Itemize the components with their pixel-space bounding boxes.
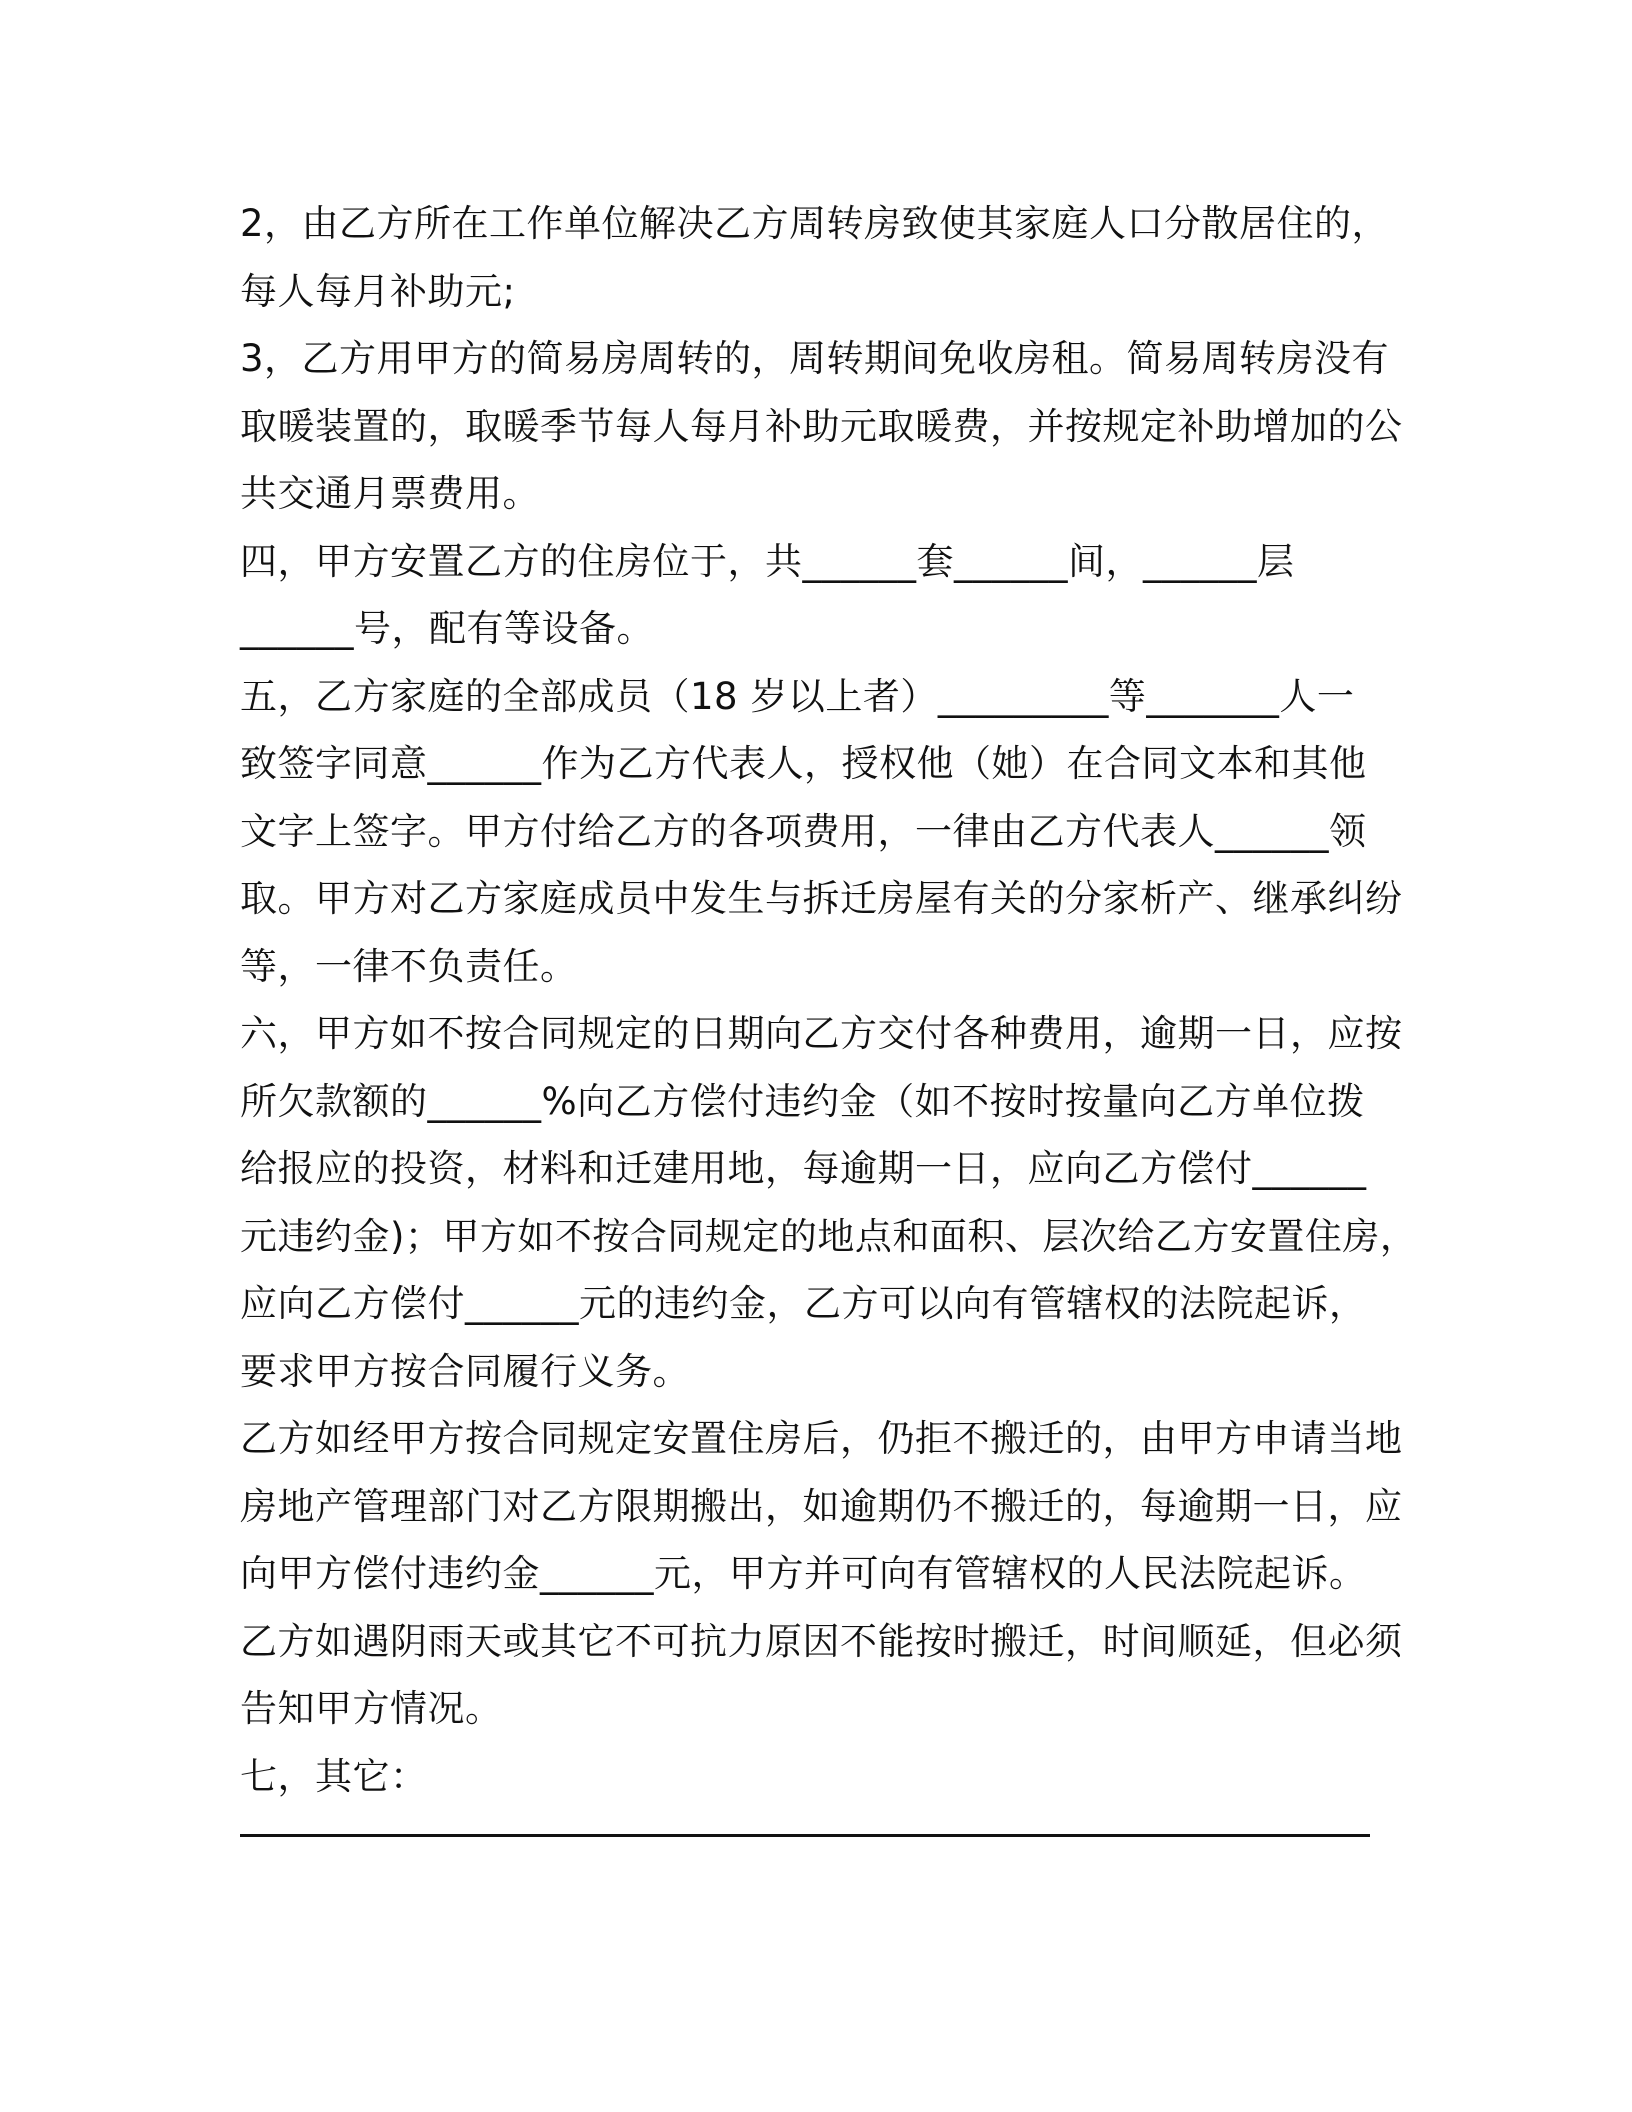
text-line: 等，一律不负责任。 xyxy=(240,944,578,988)
text-line: 乙方如遇阴雨天或其它不可抗力原因不能按时搬迁，时间顺延，但必须 xyxy=(240,1619,1403,1663)
text-line: ______号，配有等设备。 xyxy=(240,607,654,650)
text-line: 乙方如经甲方按合同规定安置住房后，仍拒不搬迁的，由甲方申请当地 xyxy=(240,1417,1403,1460)
text-line: 共交通月票费用。 xyxy=(240,472,540,515)
text-line: 房地产管理部门对乙方限期搬出，如逾期仍不搬迁的，每逾期一日，应 xyxy=(240,1484,1403,1528)
text-line: 向甲方偿付违约金______元，甲方并可向有管辖权的人民法院起诉。 xyxy=(240,1552,1367,1595)
text-line: 应向乙方偿付______元的违约金，乙方可以向有管辖权的法院起诉， xyxy=(240,1282,1367,1325)
text-line: 六，甲方如不按合同规定的日期向乙方交付各种费用，逾期一日，应按 xyxy=(240,1012,1403,1055)
blank-fill-line xyxy=(240,1834,1370,1837)
text-line: 四，甲方安置乙方的住房位于，共______套______间，______层 xyxy=(240,539,1295,583)
text-line: 告知甲方情况。 xyxy=(240,1687,503,1730)
text-line: 给报应的投资，材料和迁建用地，每逾期一日，应向乙方偿付______ xyxy=(240,1147,1367,1190)
text-line: 3，乙方用甲方的简易房周转的，周转期间免收房租。简易周转房没有 xyxy=(240,337,1390,380)
document-page xyxy=(240,190,1418,1837)
text-line: 要求甲方按合同履行义务。 xyxy=(240,1349,690,1393)
text-line: 五，乙方家庭的全部成员（18 岁以上者）_________等_______人一 xyxy=(240,674,1355,718)
text-line: 七，其它： xyxy=(240,1754,428,1798)
text-line: 取。甲方对乙方家庭成员中发生与拆迁房屋有关的分家析产、继承纠纷 xyxy=(240,877,1403,920)
text-line: 每人每月补助元; xyxy=(240,269,516,313)
text-line: 元违约金)；甲方如不按合同规定的地点和面积、层次给乙方安置住房， xyxy=(240,1214,1418,1258)
text-line: 致签字同意______作为乙方代表人，授权他（她）在合同文本和其他 xyxy=(240,742,1367,785)
text-line: 文字上签字。甲方付给乙方的各项费用，一律由乙方代表人______领 xyxy=(240,809,1367,853)
text-line: 2，由乙方所在工作单位解决乙方周转房致使其家庭人口分散居住的， xyxy=(240,202,1390,245)
text-line: 所欠款额的______%向乙方偿付违约金（如不按时按量向乙方单位拨 xyxy=(240,1079,1365,1123)
text-line: 取暖装置的，取暖季节每人每月补助元取暖费，并按规定补助增加的公 xyxy=(240,404,1403,448)
